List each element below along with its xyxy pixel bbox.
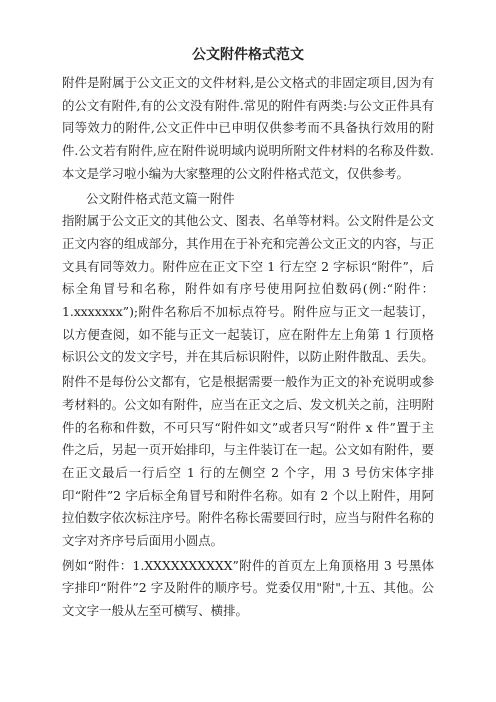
body-paragraph-3: 例如“附件：1.XXXXXXXXXX”附件的首页左上角顶格用 3 号黑体字排印“附件”2 字及附件的顺序号。党委仅用"附",十五、其他。公文文字一般从左至可横写、横排。 <box>62 557 434 619</box>
document-title: 公文附件格式范文 <box>192 47 304 63</box>
body-paragraph-2: 附件不是每份公文都有，它是根据需要一般作为正文的补充说明或参考材料的。公文如有附件，应当在正文之后、发文机关之前，注明附件的名称和件数，不可只写“附件如文”或者只写“附件 x 件”置于主件之后，另起一页开始排印，与主件装订在一起。公文如有附件，要在正文最后一行后空 1 行的左侧空 2 个字，用 3 号仿宋体字排印“附件”2 字后标全角冒号和附件名称。如有 2 个以上附件，用阿拉伯数字依次标注序号。附件名称长需要回行时，应当与附件名称的文字对齐序号后面用小圆点。 <box>62 374 434 549</box>
body-paragraph-1: 指附属于公文正文的其他公文、图表、名单等材料。公文附件是公文正文内容的组成部分，其作用在于补充和完善公文正文的内容，与正文具有同等效力。附件应在正文下空 1 行左空 2 字标识“附件”，后标全角冒号和名称，附件如有序号使用阿拉伯数码(例:“附件：1.xxxxxxx”);附件名称后不加标点符号。附件应与正文一起装订，以方便查阅，如不能与正文一起装订，应在附件左上角第 1 行顶格标识公文的发文字号，并在其后标识附件，以防止附件散乱、丢失。 <box>62 213 434 365</box>
section-heading: 公文附件格式范文篇一附件 <box>86 190 235 206</box>
intro-paragraph: 附件是附属于公文正文的文件材料,是公文格式的非固定项目,因为有的公文有附件,有的公文没有附件.常见的附件有两类:与公文正件具有同等效力的附件,公文正件中已申明仅供参考而不具备执行效用的附件.公文若有附件,应在附件说明域内说明所附文件材料的名称及件数.本文是学习啦小编为大家整理的公文附件格式范文，仅供参考。 <box>62 75 434 181</box>
